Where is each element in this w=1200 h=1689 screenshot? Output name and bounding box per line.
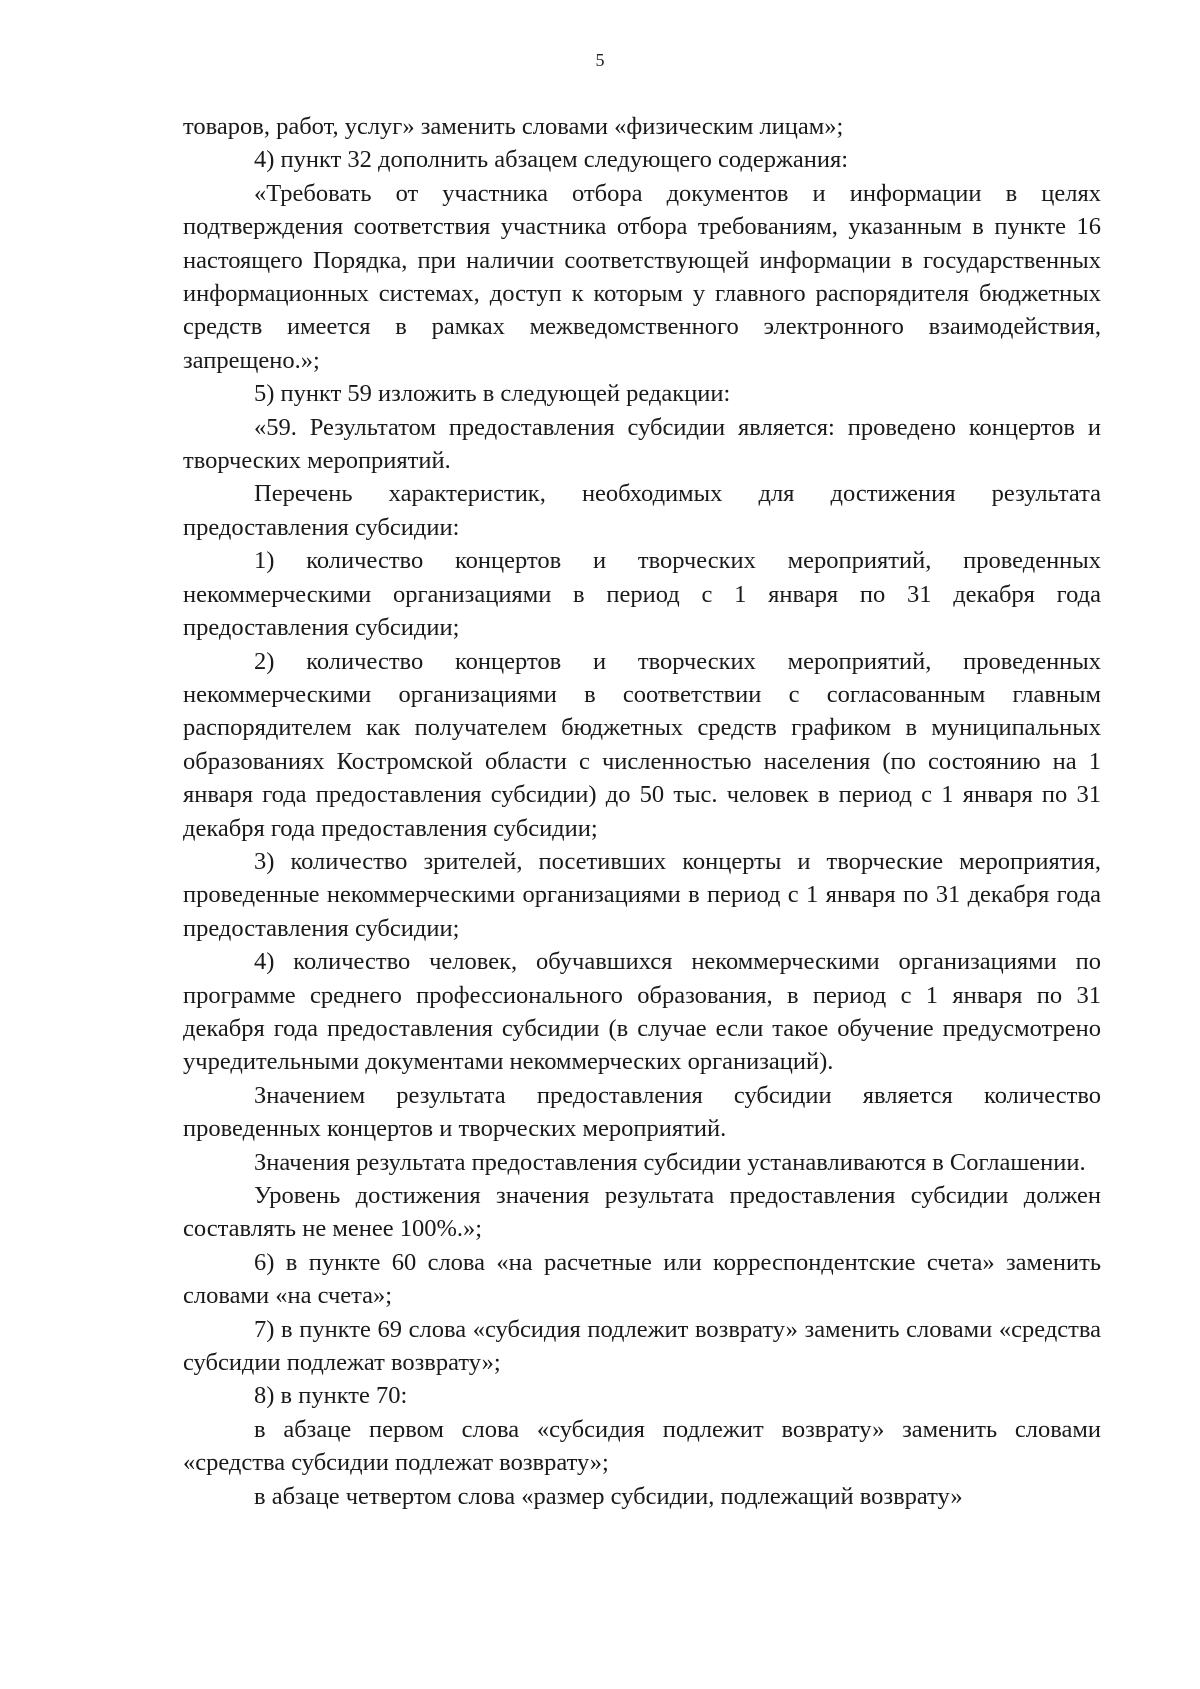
- paragraph-characteristic-1: 1) количество концертов и творческих мероприятий, проведенных некоммерческими организациями в период с 1 января по 31 декабря года предоставления субсидии;: [183, 547, 1101, 642]
- paragraph-characteristic-2: 2) количество концертов и творческих мероприятий, проведенных некоммерческими организациями в соответствии с согласованным главным распорядителем как получателем бюджетных средств графиком в муниципальных образованиях Костромской области с численностью населения (по состоянию на 1 января года предоставления субсидии) до 50 тыс. человек в период с 1 января по 31 декабря года предоставления субсидии;: [183, 647, 1101, 842]
- paragraph-characteristic-4: 4) количество человек, обучавшихся некоммерческими организациями по программе среднего профессионального образования, в период с 1 января по 31 декабря года предоставления субсидии (в случае если такое обучение предусмотрено учредительными документами некоммерческих организаций).: [183, 948, 1101, 1076]
- paragraph-quoted-text: «Требовать от участника отбора документов и информации в целях подтверждения соответствия участника отбора требованиям, указанным в пункте 16 настоящего Порядка, при наличии соответствующей информации в государственных информационных системах, доступ к которым у главного распорядителя бюджетных средств имеется в рамках межведомственного электронного взаимодействия, запрещено.»;: [183, 179, 1101, 374]
- paragraph-item-8-first-abzac: в абзаце первом слова «субсидия подлежит возврату» заменить словами «средства субсидии подлежат возврату»;: [183, 1415, 1101, 1477]
- paragraph-continuation: товаров, работ, услуг» заменить словами «физическим лицам»;: [183, 113, 844, 140]
- paragraph-item-8-fourth-abzac: в абзаце четвертом слова «размер субсидии, подлежащий возврату»: [254, 1482, 963, 1510]
- paragraph-achievement-level: Уровень достижения значения результата предоставления субсидии должен составлять не менее 100%.»;: [183, 1182, 1101, 1243]
- paragraph-item-6: 6) в пункте 60 слова «на расчетные или корреспондентские счета» заменить словами «на счета»;: [183, 1248, 1101, 1310]
- document-body: [183, 110, 1101, 1513]
- paragraph-item-4: 4) пункт 32 дополнить абзацем следующего содержания:: [254, 146, 849, 174]
- paragraph-characteristic-3: 3) количество зрителей, посетивших концерты и творческие мероприятия, проведенные некоммерческими организациями в период с 1 января по 31 декабря года предоставления субсидии;: [183, 847, 1101, 942]
- paragraph-item-8: 8) в пункте 70:: [254, 1382, 408, 1410]
- page-number: 5: [595, 50, 605, 70]
- paragraph-point-59: «59. Результатом предоставления субсидии является: проведено концертов и творческих мероприятий.: [183, 413, 1101, 475]
- paragraph-result-value: Значением результата предоставления субсидии является количество проведенных концертов и творческих мероприятий.: [183, 1081, 1101, 1143]
- paragraph-result-values-agreement: Значения результата предоставления субсидии устанавливаются в Соглашении.: [254, 1148, 1086, 1176]
- paragraph-characteristics-intro: Перечень характеристик, необходимых для достижения результата предоставления субсидии:: [183, 480, 1101, 541]
- paragraph-item-7: 7) в пункте 69 слова «субсидия подлежит возврату» заменить словами «средства субсидии подлежат возврату»;: [183, 1315, 1101, 1377]
- paragraph-item-5: 5) пункт 59 изложить в следующей редакции:: [254, 380, 731, 408]
